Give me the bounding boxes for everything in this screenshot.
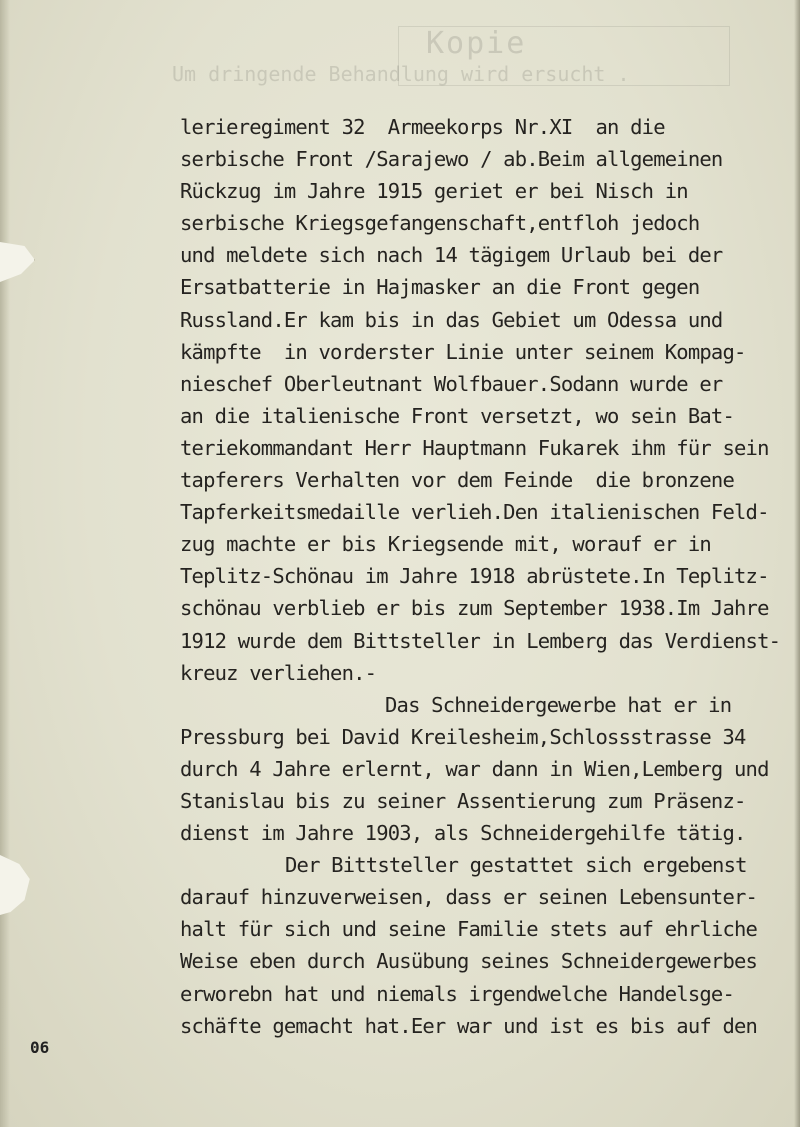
text-line: Tapferkeitsmedaille verlieh.Den italienischen Feld- xyxy=(180,500,769,525)
text-line-paragraph-start: Das Schneidergewerbe hat er in xyxy=(385,692,732,717)
text-line: Stanislau bis zu seiner Assentierung zum Präsenz- xyxy=(180,788,746,813)
text-line: schäfte gemacht hat.Eer war und ist es bis auf den xyxy=(180,1013,758,1038)
text-line: und meldete sich nach 14 tägigem Urlaub bei der xyxy=(180,243,723,268)
text-line: an die italienische Front versetzt, wo sein Bat- xyxy=(180,403,735,428)
torn-edge-upper xyxy=(0,242,35,282)
text-line: schönau verblieb er bis zum September 1938.Im Jahre xyxy=(180,596,769,621)
text-line: Pressburg bei David Kreilesheim,Schlossstrasse 34 xyxy=(180,724,746,749)
text-line: Weise eben durch Ausübung seines Schneidergewerbes xyxy=(180,949,758,974)
text-line: nieschef Oberleutnant Wolfbauer.Sodann wurde er xyxy=(180,371,723,396)
text-line: Rückzug im Jahre 1915 geriet er bei Nisch in xyxy=(180,179,688,204)
typed-text-body xyxy=(180,111,790,1042)
text-line: kämpfte in vorderster Linie unter seinem Kompag- xyxy=(180,339,746,364)
page-edge-left xyxy=(0,0,10,1127)
text-line: kreuz verliehen.- xyxy=(180,660,377,685)
page-edge-right xyxy=(794,0,800,1127)
text-line: tapferers Verhalten vor dem Feinde die bronzene xyxy=(180,468,735,493)
bleed-through-line: Um dringende Behandlung wird ersucht . xyxy=(172,62,630,86)
bleed-through-kopie: Kopie xyxy=(426,26,527,61)
text-line: durch 4 Jahre erlernt, war dann in Wien,Lemberg und xyxy=(180,756,769,781)
text-line: lerieregiment 32 Armeekorps Nr.XI an die xyxy=(180,115,665,139)
text-line-paragraph-start: Der Bittsteller gestattet sich ergebenst xyxy=(285,853,747,878)
text-line: erworebn hat und niemals irgendwelche Handelsge- xyxy=(180,981,735,1006)
text-line: Ersatbatterie in Hajmasker an die Front gegen xyxy=(180,275,700,300)
text-line: dienst im Jahre 1903, als Schneidergehilfe tätig. xyxy=(180,821,746,846)
text-line: halt für sich und seine Familie stets auf ehrliche xyxy=(180,917,758,942)
text-line: serbische Front /Sarajewo / ab.Beim allgemeinen xyxy=(180,147,723,172)
text-line: serbische Kriegsgefangenschaft,entfloh jedoch xyxy=(180,211,700,236)
text-line: zug machte er bis Kriegsende mit, worauf er in xyxy=(180,532,711,557)
text-line: 1912 wurde dem Bittsteller in Lemberg das Verdienst- xyxy=(180,628,781,653)
text-line: Russland.Er kam bis in das Gebiet um Odessa und xyxy=(180,307,723,332)
torn-edge-lower xyxy=(0,855,35,915)
text-line: Teplitz-Schönau im Jahre 1918 abrüstete.In Teplitz- xyxy=(180,564,769,589)
text-line: teriekommandant Herr Hauptmann Fukarek ihm für sein xyxy=(180,435,769,460)
text-line: darauf hinzuverweisen, dass er seinen Lebensunter- xyxy=(180,885,758,910)
margin-mark: 06 xyxy=(30,1038,50,1057)
